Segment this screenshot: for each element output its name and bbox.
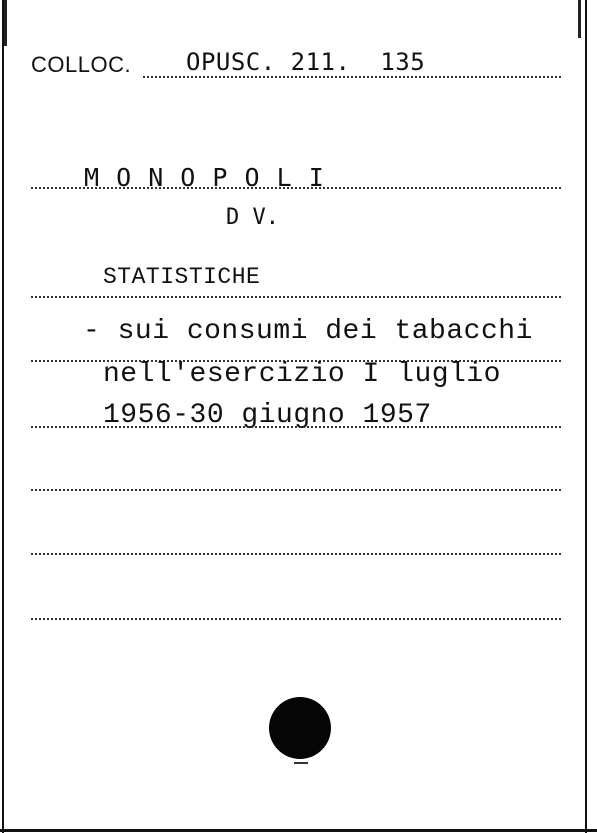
colloc-value: OPUSC. 211. 135 bbox=[186, 48, 426, 76]
corner-mark-left bbox=[4, 0, 7, 46]
card-bottom-border bbox=[0, 829, 597, 832]
blank-dotted-line-1 bbox=[31, 489, 561, 491]
subject-heading: STATISTICHE bbox=[103, 264, 261, 290]
title-line-2: nell'esercizio I luglio bbox=[103, 359, 501, 390]
punch-hole bbox=[269, 697, 331, 759]
subject-dotted-line bbox=[31, 296, 561, 298]
corner-mark-right bbox=[578, 0, 581, 38]
title-dotted-line-3 bbox=[31, 426, 561, 428]
title-line-3: 1956-30 giugno 1957 bbox=[103, 400, 432, 431]
punch-hole-mark bbox=[294, 762, 308, 764]
heading-dotted-line bbox=[31, 187, 561, 189]
card-left-border bbox=[2, 0, 4, 833]
heading-monopoli: M O N O P O L I bbox=[84, 163, 325, 192]
title-line-1: - sui consumi dei tabacchi bbox=[83, 316, 533, 347]
blank-dotted-line-3 bbox=[31, 618, 561, 620]
colloc-dotted-line bbox=[143, 76, 561, 78]
colloc-label: COLLOC. bbox=[31, 52, 132, 77]
blank-dotted-line-2 bbox=[31, 553, 561, 555]
card-right-border bbox=[585, 0, 587, 833]
subheading: D V. bbox=[226, 205, 279, 230]
